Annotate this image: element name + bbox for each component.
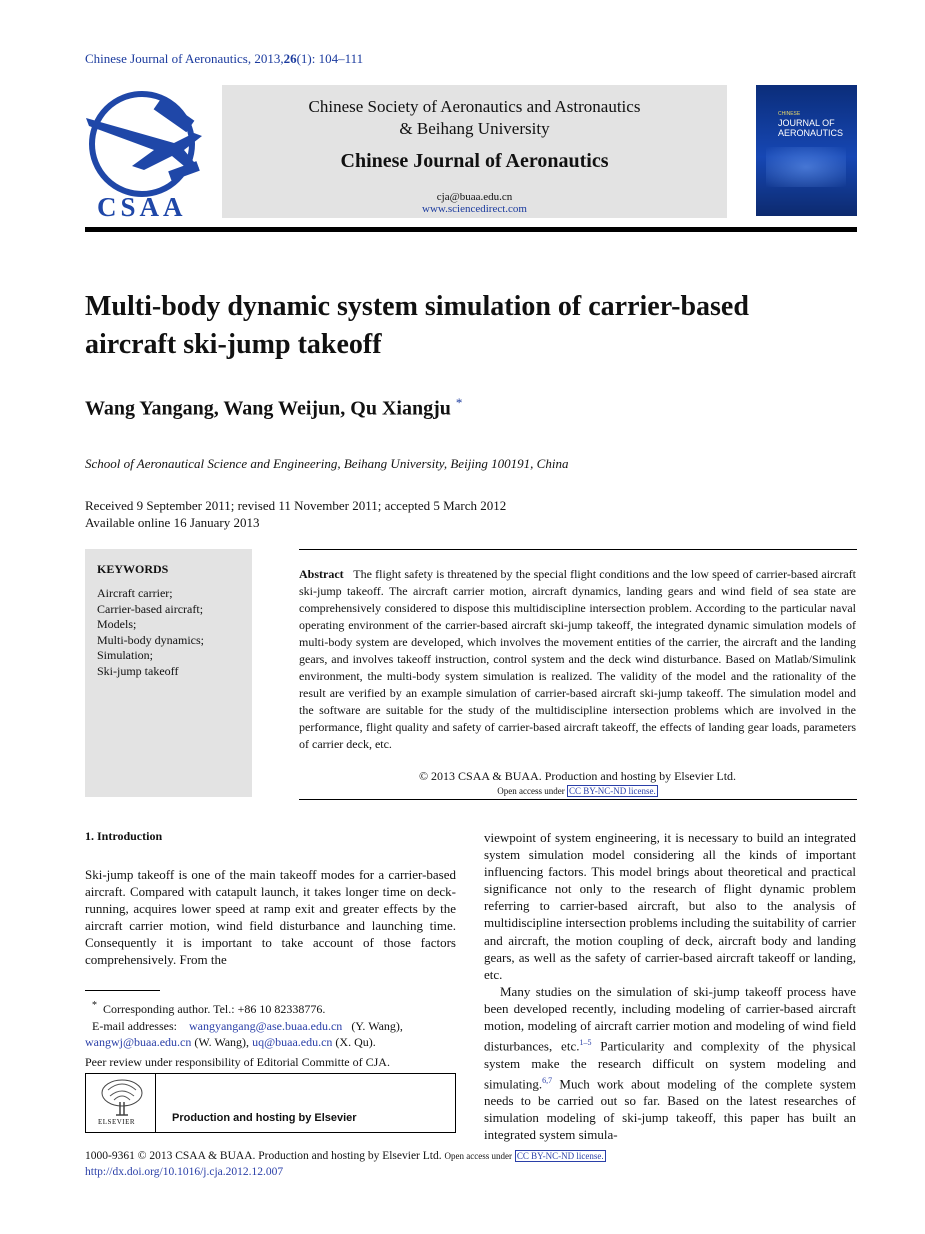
keywords-heading: KEYWORDS <box>97 562 169 576</box>
keyword-item: Models; <box>97 617 137 631</box>
elsevier-tree-svg <box>98 1078 146 1118</box>
footnote <box>85 998 456 1070</box>
abstract <box>299 566 856 753</box>
cover-title: JOURNAL OF AERONAUTICS <box>778 118 844 138</box>
intro-right-paragraph-1: viewpoint of system engineering, it is necessary to build an integrated system simulation model considering all the kinds of important influencing factors. This model brings about theoretical and practical significance not only to the research of flight dynamic problem referring to carrier-based aircraft, but also to the analysis of multidiscipline intersection problems including the suitability of carrier and aircraft, the motion coupling of deck, aircraft body and landing gears, as well as the safety of carrier-based aircraft takeoff or landing, etc. <box>484 830 856 982</box>
journal-cover <box>756 85 857 216</box>
affiliation: School of Aeronautical Science and Engineering, Beihang University, Beijing 100191, China <box>85 456 569 471</box>
csaa-logo <box>84 88 209 220</box>
reference-link[interactable]: 1–5 <box>579 1038 592 1048</box>
article-dates <box>85 497 506 531</box>
abstract-copyright <box>299 769 856 799</box>
abstract-open-access <box>299 784 856 799</box>
keywords-box <box>85 549 252 797</box>
paragraph-2-part-c: Much work about modeling of the complete system needs to be carried out so far. Based on the latest researches of simulation modeling of ski-jump takeoff, this paper has built an integrated system simula- <box>484 1075 856 1143</box>
elsevier-box <box>85 1073 456 1133</box>
article-title-line-2: aircraft ski-jump takeoff <box>85 329 382 360</box>
elsevier-divider <box>155 1074 156 1132</box>
author-list: Wang Yangang, Wang Weijun, Qu Xiangju <box>85 397 451 420</box>
society-line-2: & Beihang University <box>399 119 550 138</box>
abstract-label: Abstract <box>299 567 344 581</box>
journal-title: Chinese Journal of Aeronautics <box>340 150 609 172</box>
abstract-text: The flight safety is threatened by the special flight conditions and the low speed of carrier-based aircraft ski-jump takeoff. The aircraft carrier motion, aircraft dynamics, landing gears and wind field of sea state are comprehensively considered to dispose this multidiscipline intersection problem. According to the particular naval operating environment of the carrier-based aircraft ski-jump takeoff, the integrated dynamic simulation models of multi-body system are developed, which involves the movement entities of the carrier, the aircraft and the landing gears, and involves takeoff instruction, control system and the deck wind disturbance. Based on Matlab/Simulink environment, the multi-body system simulation is realized. The validity of the model and the rationality of the result are verified by an example simulation of carrier-based aircraft ski-jump takeoff. The simulation model and the software are suitable for the study of the multidiscipline intersection problems which are involved in the performance, flight quality and safety of carrier-based aircraft takeoff, the effects of landing gear loads, parameters of carrier deck, etc. <box>299 567 857 751</box>
elsevier-tree-icon <box>98 1078 146 1118</box>
keyword-item: Ski-jump takeoff <box>97 663 179 678</box>
header-rule <box>85 227 857 232</box>
abstract-copyright-line: © 2013 CSAA & BUAA. Production and hosting by Elsevier Ltd. <box>418 769 737 783</box>
footnote-rule <box>85 990 160 991</box>
authors <box>85 395 462 421</box>
journal-contacts <box>222 191 727 215</box>
peer-review-note: Peer review under responsibility of Editorial Committe of CJA. <box>85 1054 390 1069</box>
email-owner: (W. Wang), <box>194 1035 250 1049</box>
intro-paragraph-1 <box>85 866 456 968</box>
doi-link[interactable]: http://dx.doi.org/10.1016/j.cja.2012.12.007 <box>85 1166 284 1178</box>
cover-small-title: CHINESE <box>778 111 801 117</box>
society-line-1: Chinese Society of Aeronautics and Astronautics <box>308 97 641 116</box>
hosting-text: Production and hosting by Elsevier <box>172 1112 357 1124</box>
keyword-list <box>97 586 204 679</box>
keyword-item: Multi-body dynamics; <box>97 632 204 647</box>
abstract-bottom-rule <box>299 799 857 800</box>
intro-right-paragraph-2 <box>484 983 856 1144</box>
corresponding-author: Corresponding author. Tel.: +86 10 82338776. <box>103 1002 326 1016</box>
paragraph-2-part-a: Many studies on the simulation of ski-jump takeoff process have been developed recently, including modeling of carrier-based aircraft motion, modeling of aircraft carrier motion and modeling of wind field disturbances, etc. <box>484 983 856 1054</box>
email-link[interactable]: uq@buaa.edu.cn <box>252 1035 333 1049</box>
available-online: Available online 16 January 2013 <box>85 515 260 530</box>
elsevier-wordmark: ELSEVIER <box>98 1118 136 1126</box>
cover-graphic <box>766 147 846 187</box>
journal-header-box <box>222 85 727 218</box>
keyword-item: Aircraft carrier; <box>97 586 173 600</box>
citation-volume: 26 <box>283 51 297 66</box>
reference-link[interactable]: 6,7 <box>542 1075 553 1085</box>
society-name <box>222 96 727 140</box>
intro-paragraph-1-text: Ski-jump takeoff is one of the main takeoff modes for a carrier-based aircraft. Compared with catapult launch, it takes longer time on deck-running, acquires lower speed at ramp exit and greater effects by the aircraft carrier motion, wind field disturbance and launching time. Consequently it is important to take account of those factors comprehensively. From the <box>85 867 456 967</box>
license-link[interactable]: CC BY-NC-ND license. <box>568 786 656 796</box>
email-link[interactable]: wangwj@buaa.edu.cn <box>85 1035 192 1049</box>
received-dates: Received 9 September 2011; revised 11 November 2011; accepted 5 March 2012 <box>85 498 507 513</box>
email-label: E-mail addresses: <box>92 1018 177 1033</box>
bottom-license-link[interactable]: CC BY-NC-ND license. <box>516 1151 604 1161</box>
citation-prefix: Chinese Journal of Aeronautics, 2013, <box>85 51 284 66</box>
csaa-logo-text: CSAA <box>97 192 187 222</box>
keyword-item: Simulation; <box>97 648 154 662</box>
keyword-item: Carrier-based aircraft; <box>97 601 204 616</box>
journal-website-link[interactable]: www.sciencedirect.com <box>422 203 527 215</box>
bottom-info <box>85 1148 606 1180</box>
section-heading-introduction: 1. Introduction <box>85 829 163 843</box>
article-title-line-1: Multi-body dynamic system simulation of carrier-based <box>85 291 749 322</box>
article-title <box>85 288 749 364</box>
corresponding-author-mark[interactable]: * <box>455 395 463 410</box>
email-owner: (X. Qu). <box>335 1035 376 1049</box>
bottom-open-access-prefix: Open access under <box>444 1151 512 1161</box>
intro-right-column <box>484 829 856 1143</box>
open-access-prefix: Open access under <box>497 786 565 796</box>
paragraph-2-part-b: Particularity and complexity of the physical system make the research difficult on system modeling and simulating. <box>484 1038 856 1091</box>
journal-email: cja@buaa.edu.cn <box>436 191 513 203</box>
abstract-top-rule <box>299 549 857 550</box>
citation-suffix: (1): 104–111 <box>296 51 364 66</box>
issn-line: 1000-9361 © 2013 CSAA & BUAA. Production and hosting by Elsevier Ltd. <box>85 1150 442 1162</box>
citation-line <box>85 51 363 67</box>
email-owner: (Y. Wang), <box>351 1018 403 1033</box>
footnote-mark: * <box>92 1000 97 1011</box>
email-link[interactable]: wangyangang@ase.buaa.edu.cn <box>188 1018 343 1033</box>
